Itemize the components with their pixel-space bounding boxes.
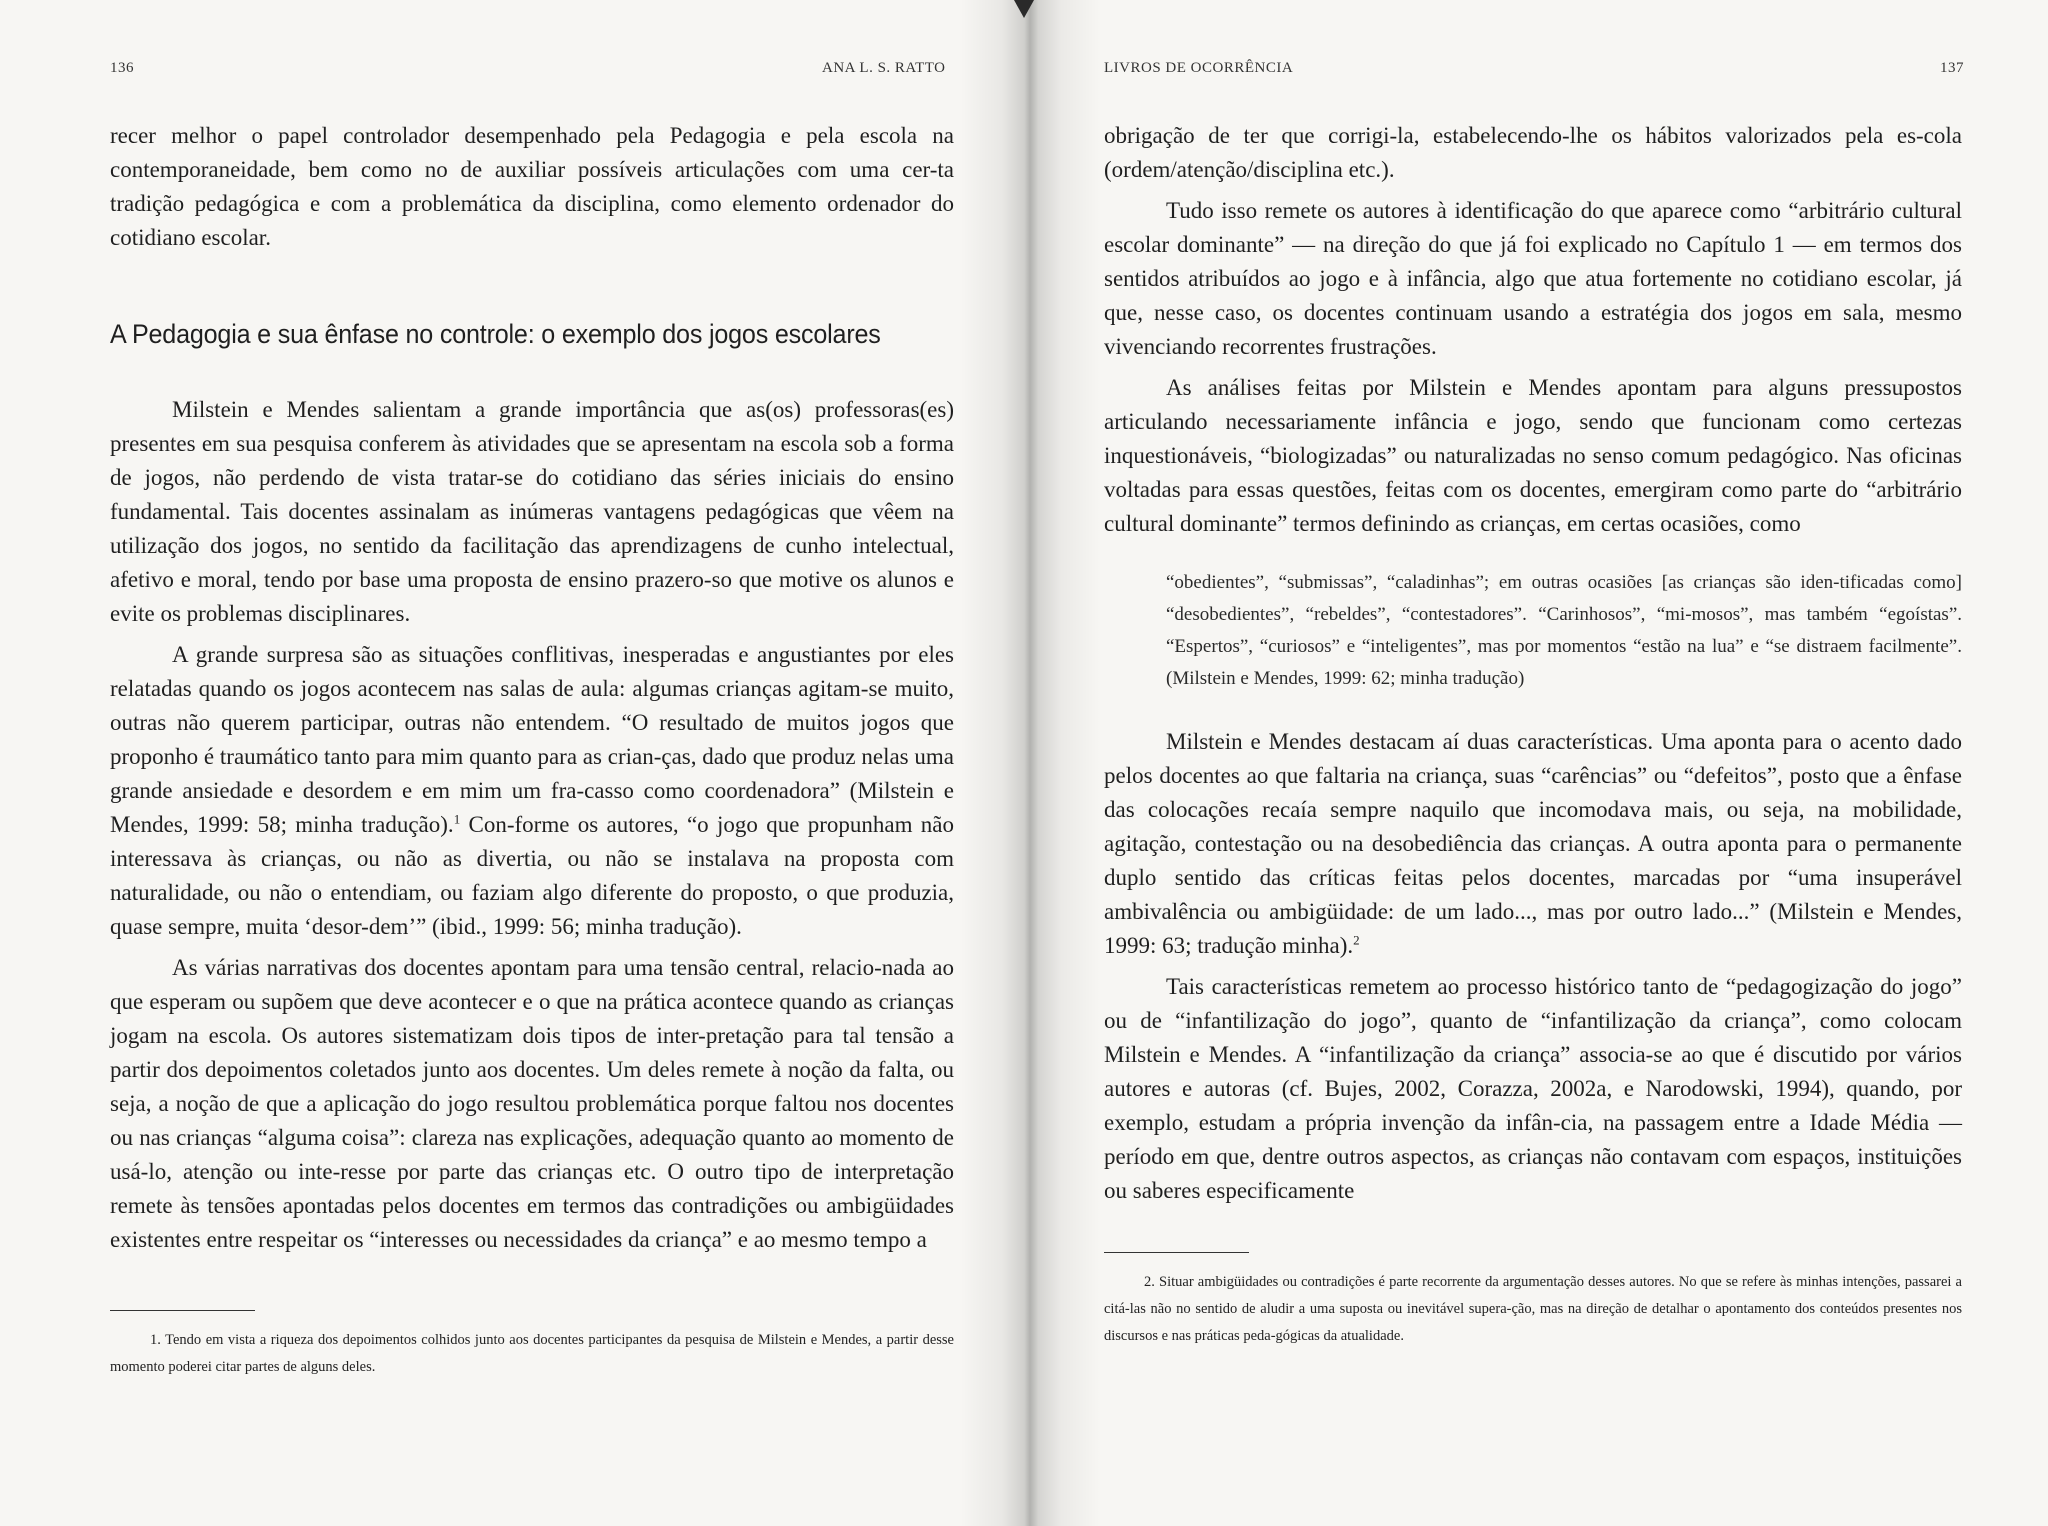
right-paragraph-4-text: Milstein e Mendes destacam aí duas características. Uma aponta para o acento dado pelos docentes ao que faltaria na criança, suas “carências” ou “defeitos”, posto que a ênfase das colocações recaía sempre naquilo que incomodava mais, ou seja, na mobilidade, agitação, contestação ou na desobediência das crianças. A outra aponta para o permanente duplo sentido das críticas feitas pelos docentes, marcadas por “uma insuperável ambivalência ou ambigüidade: de um lado..., mas por outro lado...” (Milstein e Mendes, 1999: 63; tradução minha). <box>1104 729 1962 958</box>
footnote-2: 2. Situar ambigüidades ou contradições é parte recorrente da argumentação desses autores. No que se refere às minhas intenções, passarei a citá-las não no sentido de aludir a uma suposta ou inevitável supera-ção, mas na direção de detalhar o apontamento dos conteúdos presentes nos discursos e nas práticas peda-gógicas da atualidade. <box>1104 1274 1962 1344</box>
left-footnotes <box>110 1310 954 1381</box>
left-paragraph-3-part-b: Con-forme os autores, “o jogo que propunham não interessava às crianças, ou não as divertia, ou não se instalava na proposta com naturalidade, ou não o entendiam, ou faziam algo diferente do proposto, o que produzia, quase sempre, muita ‘desor-dem’” (ibid., 1999: 56; minha tradução). <box>110 812 955 939</box>
footnote-rule-right <box>1104 1252 1249 1253</box>
left-paragraph-1: recer melhor o papel controlador desempenhado pela Pedagogia e pela escola na contemporaneidade, bem como no de auxiliar possíveis articulações com uma cer-ta tradição pedagógica e com a problemática da disciplina, como elemento ordenador do cotidiano escolar. <box>110 123 954 250</box>
left-body-text <box>110 119 954 1264</box>
right-paragraph-4 <box>1104 725 1962 963</box>
right-body-text <box>1104 119 1962 1215</box>
right-paragraph-3: As análises feitas por Milstein e Mendes apontam para alguns pressupostos articulando necessariamente infância e jogo, sendo que funcionam como certezas inquestionáveis, “biologizadas” ou naturalizadas no senso comum pedagógico. Nas oficinas voltadas para essas questões, feitas com os docentes, emergiram como parte do “arbitrário cultural dominante” termos definindo as crianças, em certas ocasiões, como <box>1104 375 1962 536</box>
footnote-rule <box>110 1310 255 1311</box>
right-page-number: 137 <box>1940 60 1964 76</box>
footnote-1: 1. Tendo em vista a riqueza dos depoimentos colhidos junto aos docentes participantes da pesquisa de Milstein e Mendes, a partir desse momento poderei citar partes de alguns deles. <box>110 1332 954 1375</box>
right-page <box>1020 0 2048 1526</box>
left-page <box>0 0 1020 1526</box>
footnote-ref-2: 2 <box>1353 932 1360 948</box>
right-paragraph-2: Tudo isso remete os autores à identificação do que aparece como “arbitrário cultural escolar dominante” — na direção do que já foi explicado no Capítulo 1 — em termos dos sentidos atribuídos ao jogo e à infância, algo que atua fortemente no cotidiano escolar, já que, nesse caso, os docentes continuam usando a estratégia dos jogos em sala, mesmo vivenciando recorrentes frustrações. <box>1104 198 1962 359</box>
right-footnotes <box>1104 1252 1962 1350</box>
right-paragraph-5: Tais características remetem ao processo histórico tanto de “pedagogização do jogo” ou de “infantilização do jogo”, quanto de “infantilização da criança”, como colocam Milstein e Mendes. A “infantilização da criança” associa-se ao que é discutido por vários autores e autoras (cf. Bujes, 2002, Corazza, 2002a, e Narodowski, 1994), quando, por exemplo, estudam a própria invenção da infân-cia, na passagem entre a Idade Média — período em que, dentre outros aspectos, as crianças não contavam com espaços, instituições ou saberes especificamente <box>1104 974 1962 1203</box>
footnote-ref-1: 1 <box>453 811 461 827</box>
left-paragraph-3-part-a: A grande surpresa são as situações conflitivas, inesperadas e angustiantes por eles relatadas quando os jogos acontecem nas salas de aula: algumas crianças agitam-se muito, outras não querem participar, outras não entendem. “O resultado de muitos jogos que proponho é traumático tanto para mim quanto para as crian-ças, dado que produz nelas uma grande ansiedade e desordem e em mim um fra-casso como coordenadora” (Milstein e Mendes, 1999: 58; minha tradução). <box>110 642 954 837</box>
left-paragraph-3 <box>110 638 954 944</box>
right-paragraph-1: obrigação de ter que corrigi-la, estabelecendo-lhe os hábitos valorizados pela es-cola (ordem/atenção/disciplina etc.). <box>1104 123 1962 182</box>
left-paragraph-2: Milstein e Mendes salientam a grande importância que as(os) professoras(es) presentes em sua pesquisa conferem às atividades que se apresentam na escola sob a forma de jogos, não perdendo de vista tratar-se do cotidiano das séries iniciais do ensino fundamental. Tais docentes assinalam as inúmeras vantagens pedagógicas que vêem na utilização dos jogos, no sentido da facilitação das aprendizagens de cunho intelectual, afetivo e moral, tendo por base uma proposta de ensino prazero-so que motive os alunos e evite os problemas disciplinares. <box>110 397 954 626</box>
left-running-head: ANA L. S. RATTO <box>822 60 946 76</box>
right-running-head: LIVROS DE OCORRÊNCIA <box>1104 60 1294 76</box>
block-quote: “obedientes”, “submissas”, “caladinhas”; em outras ocasiões [as crianças são iden-tificadas como] “desobedientes”, “rebeldes”, “contestadores”. “Carinhosos”, “mi-mosos”, mas também “egoístas”. “Espertos”, “curiosos” e “inteligentes”, mas por momentos “estão na lua” e “se distraem facilmente”. (Milstein e Mendes, 1999: 62; minha tradução) <box>1166 572 1962 689</box>
left-paragraph-4: As várias narrativas dos docentes apontam para uma tensão central, relacio-nada ao que esperam ou supõem que deve acontecer e o que na prática acontece quando as crianças jogam na escola. Os autores sistematizam dois tipos de inter-pretação para tal tensão a partir dos depoimentos coletados junto aos docentes. Um deles remete à noção da falta, ou seja, a noção de que a aplicação do jogo resultou problemática porque faltou nos docentes ou nas crianças “alguma coisa”: clareza nas explicações, adequação quanto ao momento de usá-lo, atenção ou inte-resse por parte das crianças etc. O outro tipo de interpretação remete às tensões apontadas pelos docentes em termos das contradições ou ambigüidades existentes entre respeitar os “interesses ou necessidades da criança” e ao mesmo tempo a <box>110 955 954 1252</box>
left-page-number: 136 <box>110 60 134 76</box>
section-heading: A Pedagogia e sua ênfase no controle: o exemplo dos jogos escolares <box>110 319 881 349</box>
